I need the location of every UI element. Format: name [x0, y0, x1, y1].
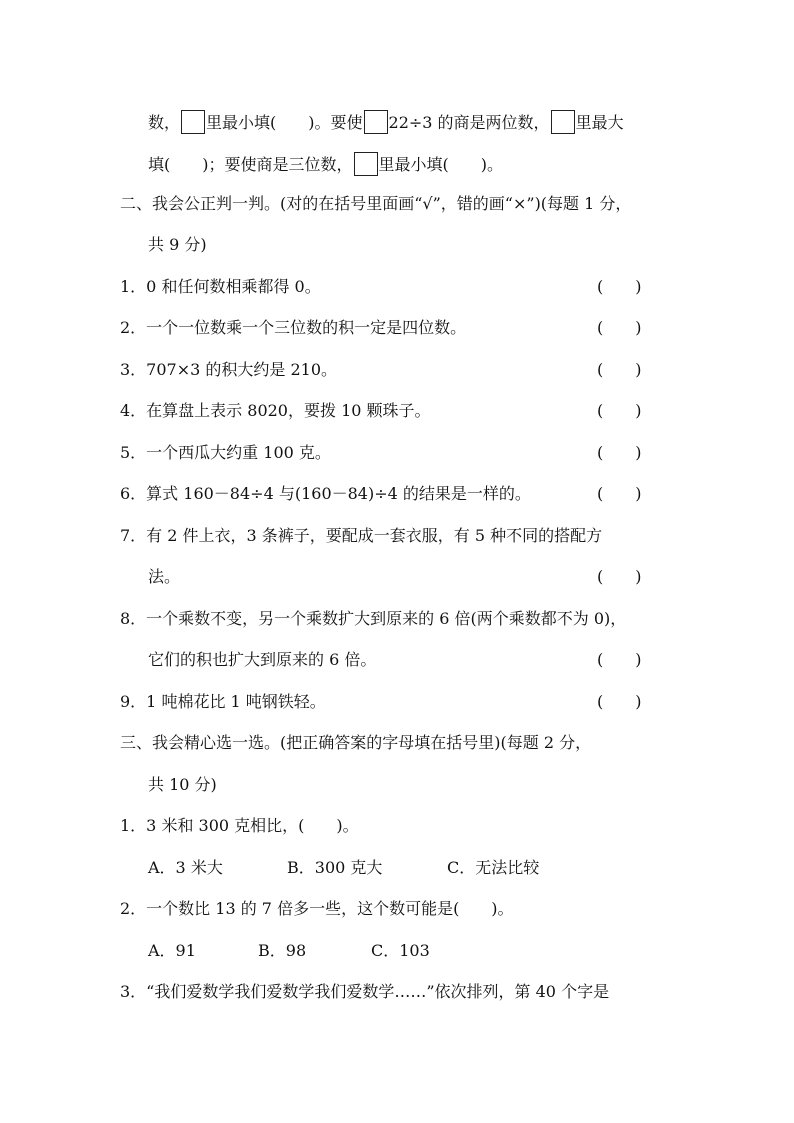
judge-item-8-cont: 它们的积也扩大到原来的 6 倍。 [148, 650, 377, 669]
answer-paren[interactable]: ( ) [597, 484, 642, 503]
answer-paren[interactable]: ( ) [597, 650, 642, 669]
judge-item-1: 1．0 和任何数相乘都得 0。 [120, 277, 321, 296]
answer-paren[interactable]: ( ) [597, 360, 642, 379]
section-3-heading: 三、我会精心选一选。(把正确答案的字母填在括号里)(每题 2 分， [120, 733, 592, 752]
text-fragment: 里最小填( )。 [378, 155, 503, 174]
judge-item-3: 3．707×3 的积大约是 210。 [120, 360, 338, 379]
text-fragment: 22÷3 的商是两位数， [388, 113, 550, 132]
judge-item-9: 9．1 吨棉花比 1 吨钢铁轻。 [120, 692, 326, 711]
judge-item-7: 7．有 2 件上衣，3 条裤子，要配成一套衣服，有 5 种不同的搭配方 [120, 526, 603, 545]
text-fragment: 填( )；要使商是三位数， [148, 155, 353, 174]
text-fragment: 里最小填( )。要使 [206, 113, 363, 132]
choice-option-b[interactable]: B．98 [258, 941, 307, 960]
digit-box[interactable] [354, 152, 378, 176]
judge-item-5: 5．一个西瓜大约重 100 克。 [120, 443, 331, 462]
choice-question-2: 2．一个数比 13 的 7 倍多一些，这个数可能是( )。 [120, 899, 514, 918]
answer-paren[interactable]: ( ) [597, 692, 642, 711]
choice-option-c[interactable]: C．无法比较 [447, 858, 540, 877]
digit-box[interactable] [551, 110, 575, 134]
text-fragment: 里最大 [575, 113, 624, 132]
digit-box[interactable] [364, 110, 388, 134]
section-2-heading: 二、我会公正判一判。(对的在括号里面画“√”，错的画“×”)(每题 1 分， [120, 194, 632, 213]
answer-paren[interactable]: ( ) [597, 443, 642, 462]
answer-paren[interactable]: ( ) [597, 277, 642, 296]
fill-blank-line-2 [148, 152, 503, 174]
answer-paren[interactable]: ( ) [597, 318, 642, 337]
digit-box[interactable] [181, 110, 205, 134]
choice-question-3: 3．“我们爱数学我们爱数学我们爱数学……”依次排列，第 40 个字是 [120, 982, 610, 1001]
judge-item-7-cont: 法。 [148, 567, 181, 586]
choice-option-b[interactable]: B．300 克大 [287, 858, 383, 877]
judge-item-8: 8．一个乘数不变，另一个乘数扩大到原来的 6 倍(两个乘数都不为 0)， [120, 609, 627, 628]
answer-paren[interactable]: ( ) [597, 567, 642, 586]
section-2-heading-cont: 共 9 分) [148, 235, 207, 254]
choice-option-c[interactable]: C．103 [371, 941, 430, 960]
answer-paren[interactable]: ( ) [597, 401, 642, 420]
text-fragment: 数， [148, 113, 181, 132]
choice-option-a[interactable]: A．3 米大 [148, 858, 223, 877]
choice-question-1: 1．3 米和 300 克相比，( )。 [120, 816, 359, 835]
judge-item-2: 2．一个一位数乘一个三位数的积一定是四位数。 [120, 318, 467, 337]
fill-blank-line-1 [148, 110, 624, 132]
choice-option-a[interactable]: A．91 [148, 941, 196, 960]
judge-item-4: 4．在算盘上表示 8020，要拨 10 颗珠子。 [120, 401, 431, 420]
section-3-heading-cont: 共 10 分) [148, 775, 217, 794]
judge-item-6: 6．算式 160－84÷4 与(160－84)÷4 的结果是一样的。 [120, 484, 531, 503]
